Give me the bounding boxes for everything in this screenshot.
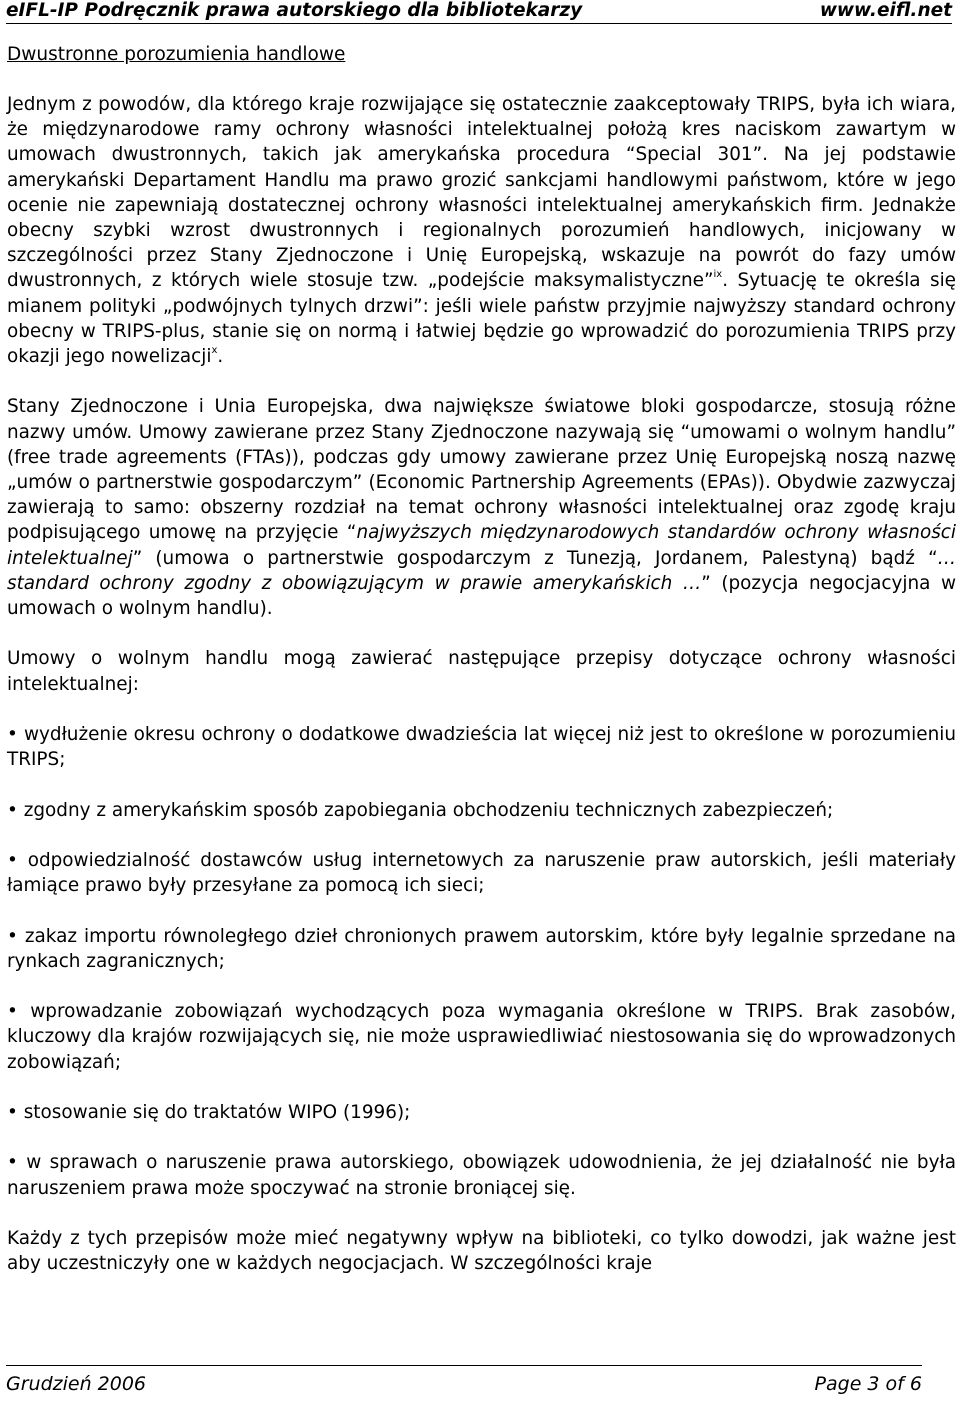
p2-text-3: ” (pozycja negocjacyjna w umowach o wolnym handlu). [7, 572, 956, 620]
paragraph-1 [7, 92, 956, 369]
bullet-item: • odpowiedzialność dostawców usług internetowych za naruszenie praw autorskich, jeśli materiały łamiące prawo były przesyłane za pomocą ich sieci; [7, 850, 956, 897]
bullet-item: • zakaz importu równoległego dzieł chronionych prawem autorskim, które były legalnie sprzedane na rynkach zagranicznych; [7, 925, 956, 972]
footnote-ref-ix[interactable]: ix [713, 269, 723, 281]
p1-text-3: . [217, 346, 224, 368]
bullet-item: • w sprawach o naruszenie prawa autorskiego, obowiązek udowodnienia, że jej działalność nie była naruszeniem prawa może spoczywać na stronie broniącej się. [7, 1152, 956, 1199]
bullet-item: • wydłużenie okresu ochrony o dodatkowe dwadzieścia lat więcej niż jest to określone w porozumieniu TRIPS; [7, 724, 956, 771]
header-rule [6, 23, 952, 24]
footer-date: Grudzień 2006 [6, 1373, 147, 1395]
paragraph-2 [7, 394, 956, 621]
page-header [6, 0, 952, 24]
paragraph-3: Umowy o wolnym handlu mogą zawierać następujące przepisy dotyczące ochrony własności intelektualnej: [7, 648, 956, 695]
header-url: www.eifl.net [819, 0, 952, 21]
p1-text-1: Jednym z powodów, dla którego kraje rozwijające się ostatecznie zaakceptowały TRIPS, była ich wiara, że międzynarodowe ramy ochrony własności intelektualnej położą kres naciskom zawartym w umowach dwustronnych, takich jak amerykańska procedura “Special 301”. Na jej podstawie amerykański Departament Handlu ma prawo grozić sankcjami handlowymi państwom, które w jego ocenie nie zapewniają dostatecznej ochrony własności intelektualnej amerykańskich firm. Jednakże obecny szybki wzrost dwustronnych i regionalnych porozumień handlowych, inicjowany w szczególności przez Stany Zjednoczone i Unię Europejską, wskazuje na powrót do fazy umów dwustronnych, z których wiele stosuje tzw. „podejście maksymalistyczne” [7, 94, 956, 292]
p2-text-2: ” (umowa o partnerstwie gospodarczym z Tunezją, Jordanem, Palestyną) bądź “ [132, 547, 938, 569]
page-footer [6, 1365, 922, 1402]
header-title: eIFL-IP Podręcznik prawa autorskiego dla bibliotekarzy [6, 0, 583, 21]
footnote-ref-x[interactable]: x [211, 345, 218, 357]
footer-page-number: Page 3 of 6 [814, 1373, 922, 1395]
p2-emphasis-1: najwyższych międzynarodowych standardów ochrony własności intelektualnej [7, 522, 956, 569]
bullet-item: • zgodny z amerykańskim sposób zapobiegania obchodzeniu technicznych zabezpieczeń; [7, 799, 834, 821]
bullet-item: • stosowanie się do traktatów WIPO (1996); [7, 1102, 411, 1123]
document-body [7, 92, 956, 1302]
bullet-item: • wprowadzanie zobowiązań wychodzących poza wymagania określone w TRIPS. Brak zasobów, kluczowy dla krajów rozwijających się, nie może usprawiedliwiać niestosowania się do wprowadzonych zobowiązań; [7, 1001, 956, 1073]
p2-text-1: Stany Zjednoczone i Unia Europejska, dwa największe światowe bloki gospodarcze, stosują różne nazwy umów. Umowy zawierane przez Stany Zjednoczone nazywają się “umowami o wolnym handlu” (free trade agreements (FTAs)), podczas gdy umowy zawierane przez Unię Europejską noszą nazwę „umów o partnerstwie gospodarczym” (Economic Partnership Agreements (EPAs)). Obydwie zazwyczaj zawierają to samo: obszerny rozdział na temat ochrony własności intelektualnej oraz zgodę kraju podpisującego umowę na przyjęcie “ [7, 396, 956, 544]
p1-text-2: . Sytuację te określa się mianem polityki „podwójnych tylnych drzwi”: jeśli wiele państw przyjmie najwyższy standard ochrony obecny w TRIPS-plus, stanie się on normą i łatwiej będzie go wprowadzić do porozumienia TRIPS przy okazji jego nowelizacji [7, 270, 957, 368]
p2-emphasis-2: …standard ochrony zgodny z obowiązującym w prawie amerykańskich … [7, 547, 956, 594]
section-title: Dwustronne porozumienia handlowe [7, 44, 346, 65]
paragraph-4: Każdy z tych przepisów może mieć negatywny wpływ na biblioteki, co tylko dowodzi, jak ważne jest aby uczestniczyły one w każdych negocjacjach. W szczególności kraje [7, 1227, 956, 1275]
